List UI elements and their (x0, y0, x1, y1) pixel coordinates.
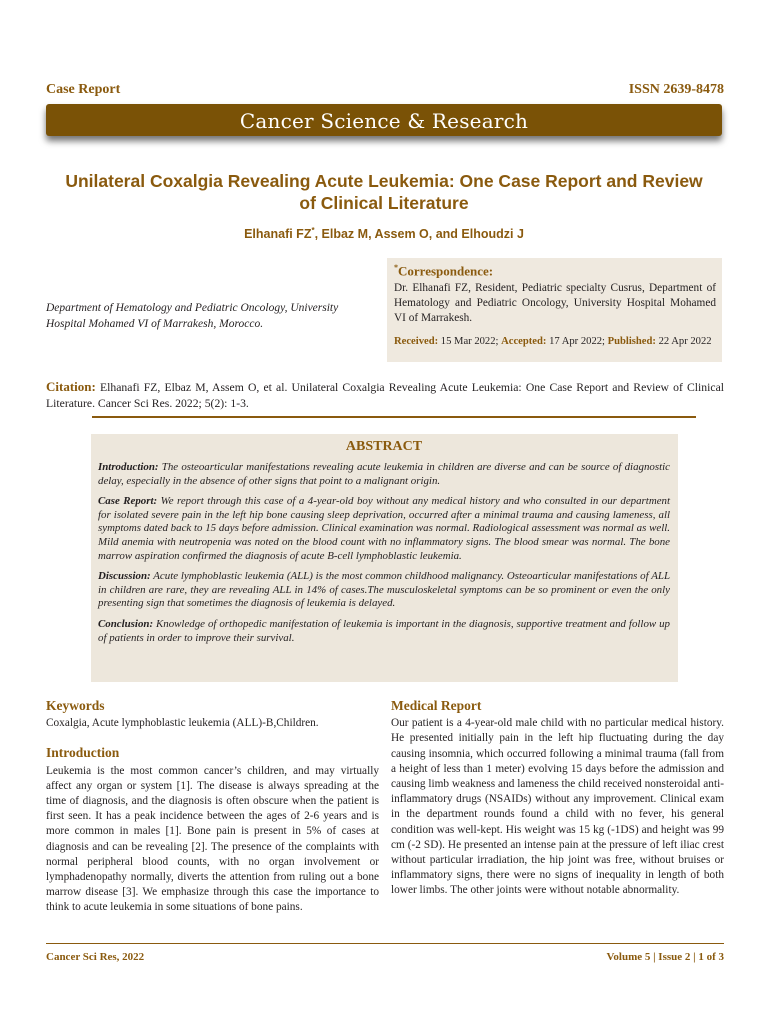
other-authors: , Elbaz M, Assem O, and Elhoudzi J (314, 227, 524, 242)
divider (92, 416, 696, 418)
article-dates (394, 336, 716, 347)
abstract-conclusion-label: Conclusion: (98, 617, 154, 630)
abstract-discussion (98, 570, 670, 611)
abstract-heading: ABSTRACT (345, 439, 423, 454)
abstract-case-report-text: We report through this case of a 4-year-old boy without any medical history and who consulted in our department for isolated severe pain in the left hip bone causing sleep deprivation, occurred after a minimal trauma and causing lameness, all symptoms dated back to 15 days before admission. Clinical examination was normal. Radiological assessment was normal as well. Mild anemia with neutropenia was noted on the blood count with no inflammatory signs. The blood smear was normal. The bone marrow aspiration confirmed the diagnosis of acute B-cell lymphoblastic leukemia. (98, 495, 670, 562)
correspondence-text: Dr. Elhanafi FZ, Resident, Pediatric specialty Cusrus, Department of Hematology and Pediatric Oncology, University Hospital Mohamed VI of Marrakesh. (394, 282, 716, 325)
introduction-text: Leukemia is the most common cancer’s children, and may virtually affect any organ or system [1]. The disease is always spreading at the time of diagnosis, and the diagnosis is often obscure when the patient is first seen. It has a peak incidence between the ages of 2-6 years and is more common in males [1]. Bone pain is present in 5% of cases at diagnosis and can be revealing [2]. The presence of the complaints with normal peripheral blood counts, with no organ involvement or lymphadenopathy normally, diverts the attention from ruling out a bone marrow disease [3]. We emphasize through this case the importance to think to acute leukemia in some situations of bone pains. (46, 764, 379, 914)
abstract-introduction-text: The osteoarticular manifestations revealing acute leukemia in children are diverse and can be source of diagnostic delay, especially in the absence of other signs that point to a malignant origin. (98, 461, 670, 487)
article-type-label: Case Report (46, 82, 121, 97)
corresponding-mark: * (311, 226, 315, 235)
abstract-discussion-text: Acute lymphoblastic leukemia (ALL) is the most common childhood malignancy. Osteoarticular manifestations of ALL in children are rare, they are revealing ALL in 14% of cases.The musculoskeletal symptoms can be so prominent or even the only presenting sign that sometimes the diagnosis of leukemia is delayed. (98, 570, 670, 610)
footer-divider (46, 943, 724, 944)
footer-journal-citation: Cancer Sci Res, 2022 (46, 951, 145, 963)
issn-label: ISSN 2639-8478 (628, 82, 724, 97)
first-author: Elhanafi FZ (244, 227, 312, 242)
left-column (46, 698, 379, 916)
citation-label: Citation: (46, 379, 96, 394)
correspondence-mark: * (394, 263, 398, 272)
article-title: Unilateral Coxalgia Revealing Acute Leukemia: One Case Report and Review of Clinical Literature (65, 171, 703, 213)
abstract-conclusion (98, 618, 670, 645)
affiliation: Department of Hematology and Pediatric Oncology, University Hospital Mohamed VI of Marrakesh, Morocco. (46, 302, 339, 330)
published-label: Published: (607, 336, 656, 348)
journal-banner: Cancer Science & Research (46, 104, 722, 136)
correspondence-box (387, 258, 722, 362)
abstract-case-report-label: Case Report: (98, 495, 158, 508)
received-date: 15 Mar 2022; (440, 336, 499, 348)
medical-report-text: Our patient is a 4-year-old male child with no particular medical history. He presented initially pain in the left hip fluctuating during the day causing insomnia, which occurred following a minimal trauma (fall from a height of less than 1 meter) evolving 15 days before the admission and causing limb weakness and lameness the child received nonsteroidal anti-inflammatory drugs (NSAIDs) without any improvement. Clinical exam in the department rounds found a child with no fever, his general condition was well-kept. His weight was 15 kg (-1DS) and height was 99 cm (-2 SD). He presented an intense pain at the pressure of left iliac crest without particular irradiation, the hip joint was free, without bruises or inflammatory signs, there were no signs of inequality in length of both lower limbs. The other joints were without notable abnormality. (391, 717, 724, 897)
footer-page-info: Volume 5 | Issue 2 | 1 of 3 (606, 951, 724, 963)
abstract-case-report (98, 495, 670, 563)
received-label: Received: (394, 336, 439, 348)
abstract-introduction (98, 461, 670, 488)
accepted-date: 17 Apr 2022; (549, 336, 605, 348)
abstract-introduction-label: Introduction: (98, 461, 159, 473)
abstract-discussion-label: Discussion: (98, 570, 151, 583)
abstract-conclusion-text: Knowledge of orthopedic manifestation of leukemia is important in the diagnosis, supportive treatment and follow up of patients in order to improve their survival. (98, 617, 670, 644)
citation (46, 379, 724, 412)
header-row (46, 82, 724, 102)
right-column (391, 698, 724, 899)
abstract-box (91, 434, 678, 682)
introduction-heading: Introduction (46, 745, 120, 761)
published-date: 22 Apr 2022 (658, 336, 712, 348)
correspondence-heading-text: Correspondence: (398, 263, 494, 279)
medical-report-heading: Medical Report (391, 698, 482, 713)
keywords-heading: Keywords (46, 698, 105, 713)
author-list (60, 226, 708, 241)
citation-text: Elhanafi FZ, Elbaz M, Assem O, et al. Unilateral Coxalgia Revealing Acute Leukemia: One Case Report and Review of Clinical Literature. Cancer Sci Res. 2022; 5(2): 1-3. (46, 381, 725, 410)
correspondence-heading (394, 263, 716, 279)
keywords-text: Coxalgia, Acute lymphoblastic leukemia (ALL)-B,Children. (46, 717, 319, 730)
accepted-label: Accepted: (501, 336, 547, 348)
